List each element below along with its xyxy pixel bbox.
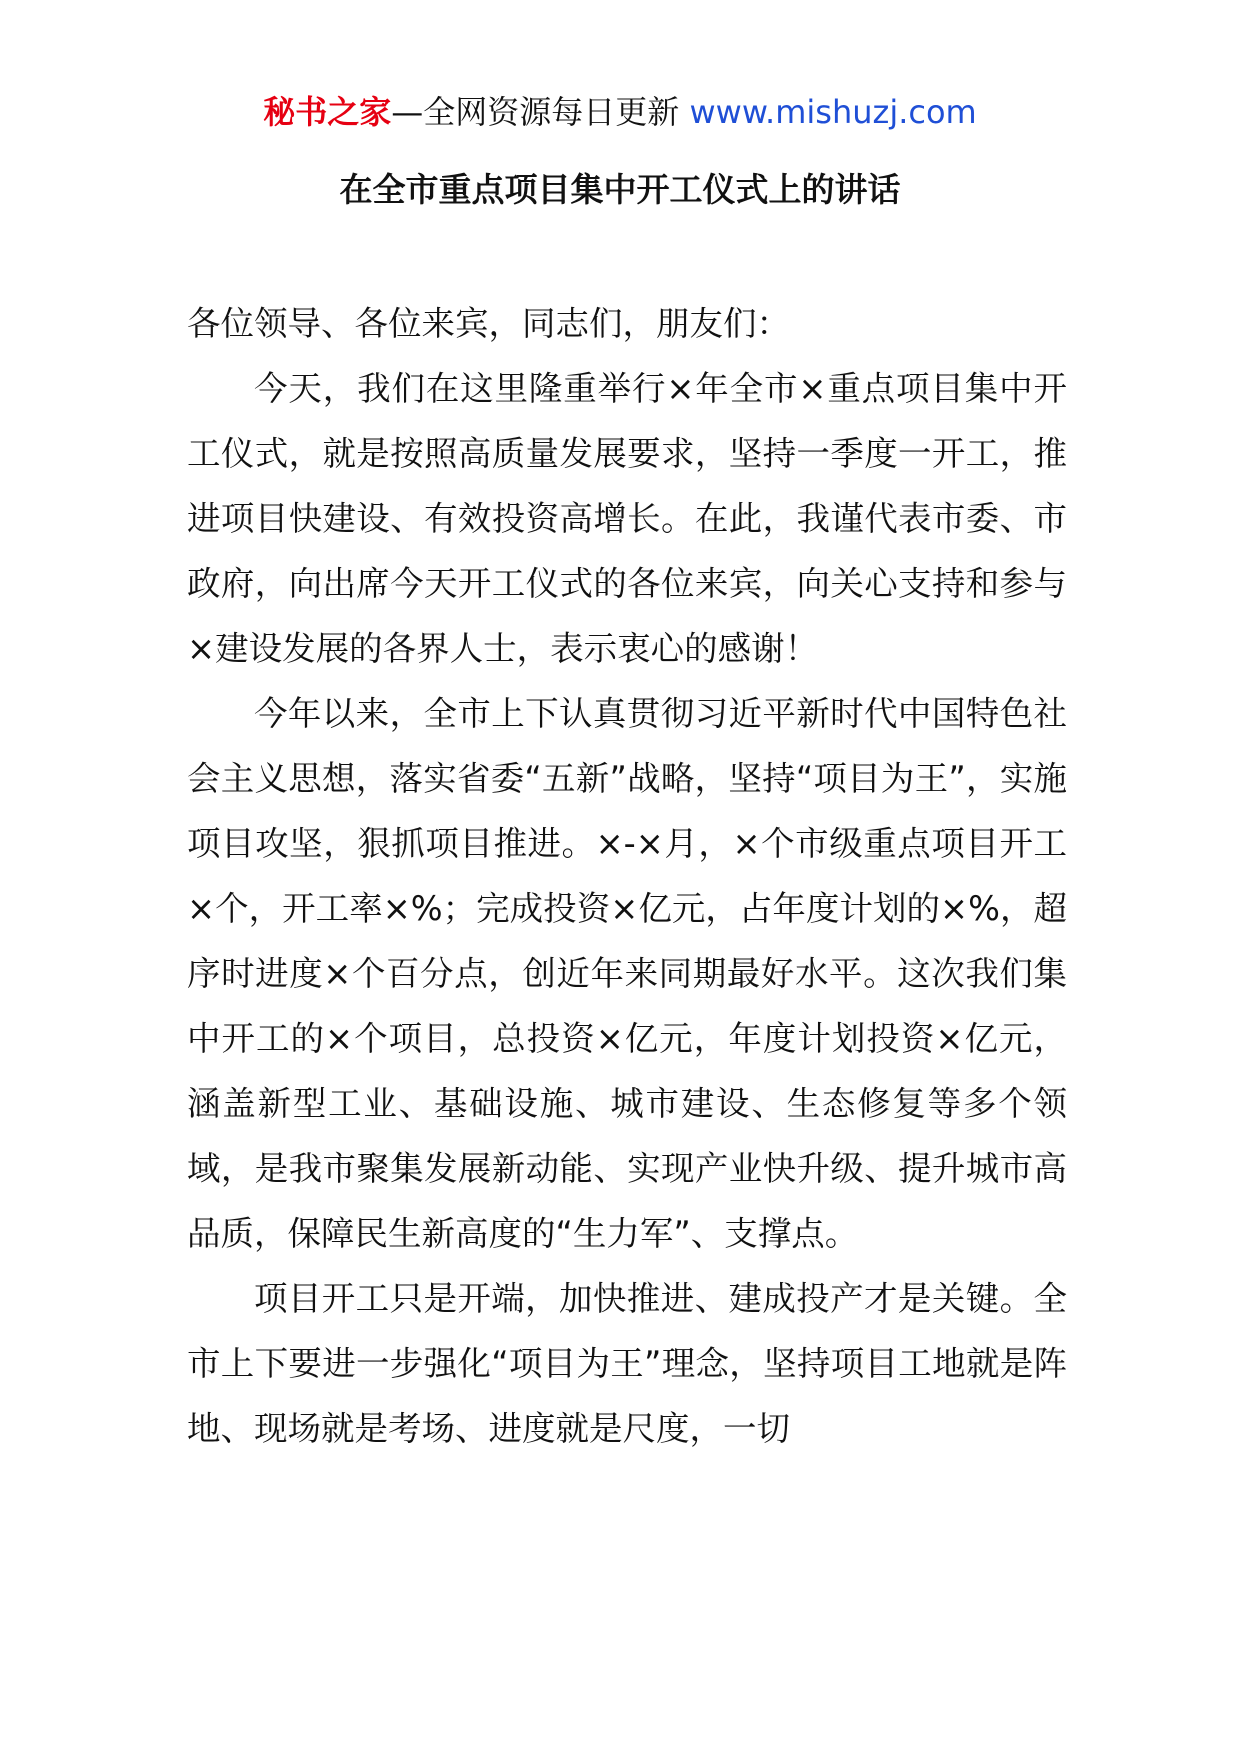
salutation: 各位领导、各位来宾，同志们，朋友们： (187, 304, 790, 343)
document-title: 在全市重点项目集中开工仪式上的讲话 (339, 170, 901, 209)
brand-name: 秘书之家 (263, 93, 392, 131)
paragraph-3: 项目开工只是开端，加快推进、建成投产才是关键。全市上下要进一步强化“项目为王”理念，坚持项目工地就是阵地、现场就是考场、进度就是尺度，一切 (187, 1279, 1067, 1448)
paragraph-2: 今年以来，全市上下认真贯彻习近平新时代中国特色社会主义思想，落实省委“五新”战略，坚持“项目为王”，实施项目攻坚，狠抓项目推进。×-×月，×个市级重点项目开工×个，开工率×%；完成投资×亿元，占年度计划的×%，超序时进度×个百分点，创近年来同期最好水平。这次我们集中开工的×个项目，总投资×亿元，年度计划投资×亿元，涵盖新型工业、基础设施、城市建设、生态修复等多个领域，是我市聚集发展新动能、实现产业快升级、提升城市高品质，保障民生新高度的“生力军”、支撑点。 (187, 694, 1067, 1253)
paragraph-1: 今天，我们在这里隆重举行×年全市×重点项目集中开工仪式，就是按照高质量发展要求，坚持一季度一开工，推进项目快建设、有效投资高增长。在此，我谨代表市委、市政府，向出席今天开工仪式的各位来宾，向关心支持和参与×建设发展的各界人士，表示衷心的感谢！ (187, 369, 1067, 668)
site-header (0, 92, 1240, 132)
document-body (187, 291, 1067, 1461)
header-tagline: —全网资源每日更新 (391, 93, 680, 131)
site-url-link[interactable]: www.mishuzj.com (689, 93, 977, 131)
